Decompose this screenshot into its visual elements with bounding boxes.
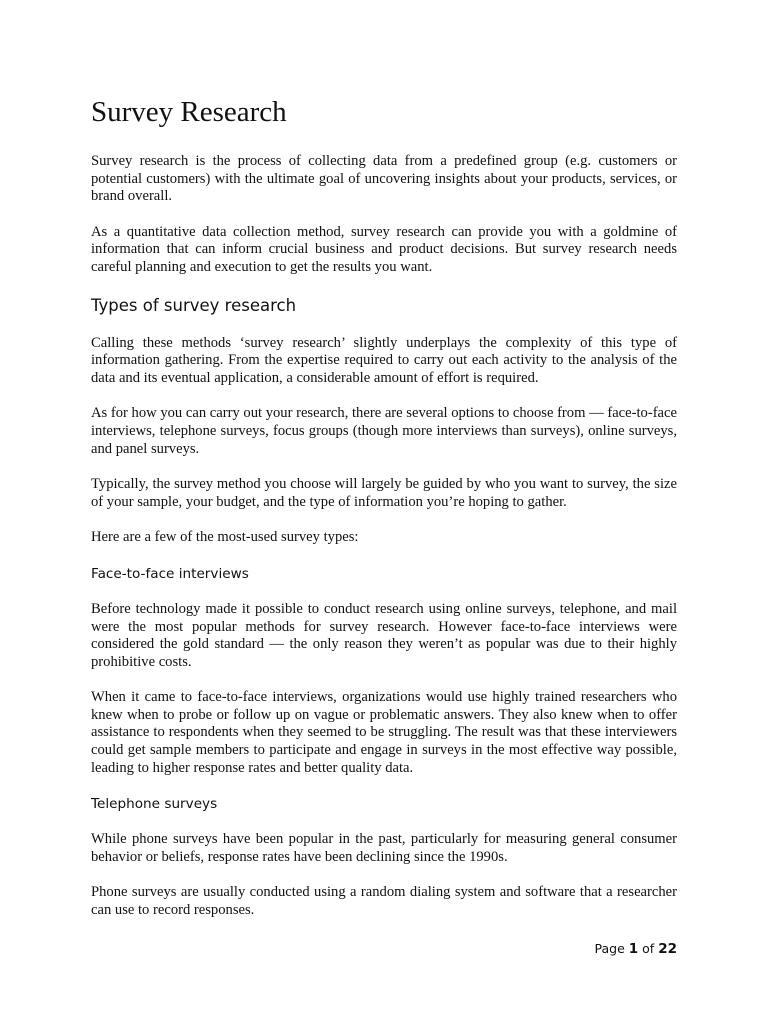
subheading-face-to-face: Face-to-face interviews [91, 565, 249, 582]
document-title: Survey Research [91, 96, 287, 128]
subheading-telephone: Telephone surveys [91, 796, 218, 813]
page-content [91, 92, 677, 938]
body-paragraph: Calling these methods ‘survey research’ slightly underplays the complexity of this type of information gathering. From the expertise required to carry out each activity to the analysis of the data and its eventual application, a considerable amount of effort is required. [91, 334, 677, 386]
body-paragraph: When it came to face-to-face interviews, organizations would use highly trained researchers who knew when to probe or follow up on vague or problematic answers. They also knew when to offer assistance to respondents when they seemed to be struggling. The result was that these interviewers could get sample members to participate and engage in surveys in the most effective way possible, leading to higher response rates and better quality data. [91, 689, 677, 776]
page-number-footer [595, 941, 677, 957]
body-paragraph: Before technology made it possible to conduct research using online surveys, telephone, and mail were the most popular methods for survey research. However face-to-face interviews were considered the gold standard — the only reason they weren’t as popular was due to their highly prohibitive costs. [91, 600, 677, 670]
body-paragraph: Phone surveys are usually conducted using a random dialing system and software that a researcher can use to record responses. [91, 884, 677, 919]
of-label: of [642, 941, 655, 956]
body-paragraph: While phone surveys have been popular in the past, particularly for measuring general consumer behavior or beliefs, response rates have been declining since the 1990s. [91, 831, 677, 865]
body-paragraph: Typically, the survey method you choose will largely be guided by who you want to survey, the size of your sample, your budget, and the type of information you’re hoping to gather. [91, 476, 677, 510]
intro-paragraph: As a quantitative data collection method, survey research can provide you with a goldmine of information that can inform crucial business and product decisions. But survey research needs careful planning and execution to get the results you want. [91, 223, 677, 275]
body-paragraph: Here are a few of the most-used survey types: [91, 529, 359, 546]
intro-paragraph: Survey research is the process of collecting data from a predefined group (e.g. customers or potential customers) with the ultimate goal of uncovering insights about your products, services, or brand overall. [91, 153, 677, 205]
section-heading-types: Types of survey research [91, 295, 297, 315]
body-paragraph: As for how you can carry out your research, there are several options to choose from — face-to-face interviews, telephone surveys, focus groups (though more interviews than surveys), online surveys, and panel surveys. [91, 405, 677, 457]
total-page-count: 22 [658, 941, 677, 957]
page-label: Page [594, 941, 625, 956]
current-page-number: 1 [628, 941, 639, 957]
